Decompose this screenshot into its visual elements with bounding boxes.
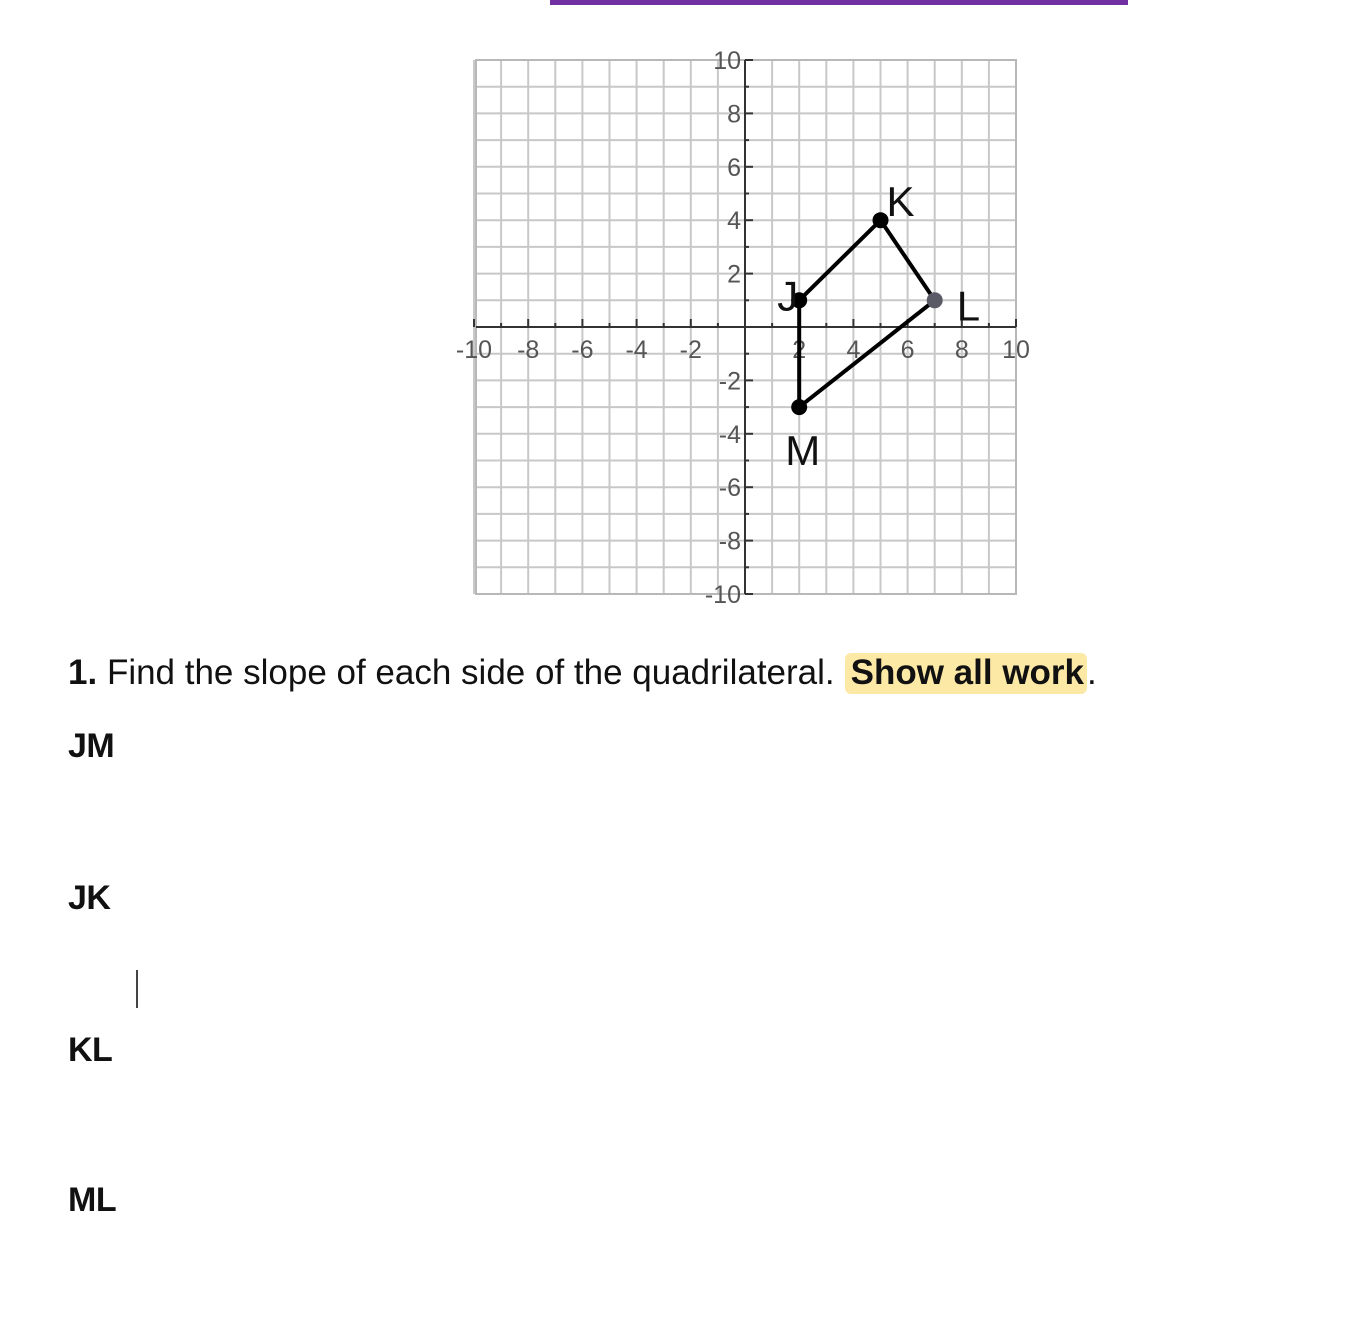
y-tick-label: 4 bbox=[727, 207, 741, 236]
question-number: 1. bbox=[68, 653, 98, 692]
x-tick-label: -4 bbox=[625, 336, 648, 364]
y-tick-label: 6 bbox=[727, 153, 741, 182]
x-tick-label: 8 bbox=[954, 336, 969, 364]
y-tick-label: -4 bbox=[718, 420, 741, 449]
x-tick-label: -2 bbox=[679, 336, 702, 364]
vertex-label-k: K bbox=[886, 178, 915, 226]
x-tick-label: -8 bbox=[517, 336, 540, 364]
side-label-ml: ML bbox=[68, 1181, 117, 1219]
y-tick-label: -2 bbox=[718, 367, 741, 396]
side-label-jm: JM bbox=[68, 727, 115, 765]
y-tick-label: 8 bbox=[727, 100, 741, 129]
vertex-label-j: J bbox=[777, 272, 799, 320]
side-label-jk: JK bbox=[68, 879, 111, 917]
coordinate-plane-graph bbox=[0, 0, 1372, 620]
text-cursor bbox=[136, 970, 138, 1008]
question-text: Find the slope of each side of the quadrilateral. bbox=[106, 653, 835, 692]
question-1 bbox=[68, 651, 1097, 695]
vertex-label-m: M bbox=[785, 427, 821, 475]
x-tick-label: -6 bbox=[571, 336, 594, 364]
y-tick-label: 2 bbox=[727, 260, 741, 289]
x-tick-label: 2 bbox=[792, 336, 807, 364]
x-tick-label: 4 bbox=[846, 336, 861, 364]
x-tick-label: 10 bbox=[1002, 336, 1030, 364]
show-all-work-highlight: Show all work bbox=[845, 653, 1087, 694]
vertex-point-m bbox=[791, 399, 807, 415]
y-tick-label: -10 bbox=[704, 581, 741, 609]
question-trailing-period: . bbox=[1087, 653, 1097, 692]
x-tick-label: 6 bbox=[900, 336, 915, 364]
y-tick-label: -6 bbox=[718, 474, 741, 503]
x-tick-label: -10 bbox=[455, 336, 493, 364]
y-tick-label: 10 bbox=[713, 47, 741, 75]
quadrilateral-jklm bbox=[799, 220, 935, 407]
vertex-point-l bbox=[927, 292, 943, 308]
side-label-kl: KL bbox=[68, 1031, 113, 1069]
y-tick-label: -8 bbox=[718, 527, 741, 556]
vertex-label-l: L bbox=[956, 282, 981, 330]
